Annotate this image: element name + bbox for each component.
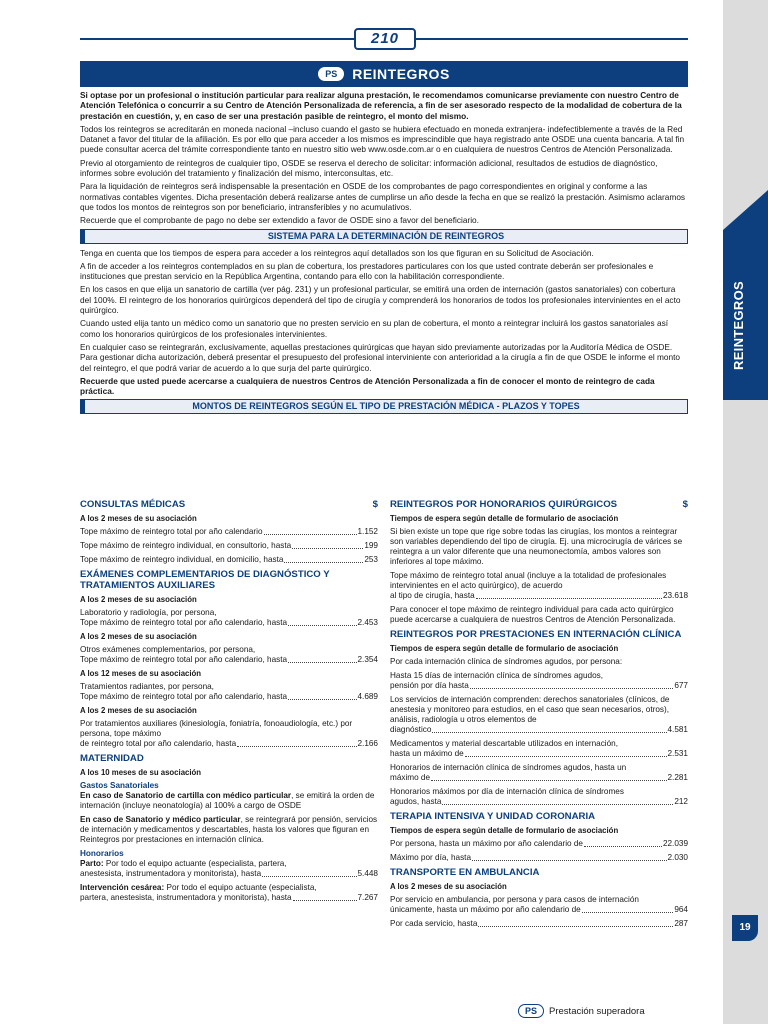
intro-paragraph: Para la liquidación de reintegros será indispensable la presentación en OSDE de los comprobantes de pago correspondientes en original y conforme a las normativas contables vigentes. Dicha presentación deberá realizarse antes de cumplirse un año desde la fecha en que se realizó la prestación. Asimismo aclaramos que todos los montos de reintegros son por beneficiario, intransferibles y no acumulativos.: [80, 181, 686, 212]
intro-paragraph: Previo al otorgamiento de reintegros de cualquier tipo, OSDE se reserva el derecho de solicitar: información adicional, resultados de estudios de diagnóstico, informes sobre evolución del tratamiento y finalización del mismo, interconsultas, etc.: [80, 157, 658, 179]
text-block: Por cada internación clínica de síndromes agudos, por persona:: [390, 657, 623, 666]
wait-label: A los 2 meses de su asociación: [390, 882, 507, 891]
list-item: Honorarios máximos por día de internación clínica de síndromes agudos, hasta 212: [390, 787, 688, 806]
list-item: Medicamentos y material descartable utilizados en internación, hasta un máximo de 2.531: [390, 739, 688, 758]
examenes-group: A los 12 meses de su asociación Tratamientos radiantes, por persona, Tope máximo de reintegro total por año calendario, hasta 4.689: [80, 669, 378, 701]
side-strip: [723, 0, 768, 1024]
main-header: [80, 61, 688, 87]
left-column: [80, 496, 378, 933]
list-item: Tope máximo de reintegro individual, en domicilio, hasta 253: [80, 555, 378, 564]
list-item: Por servicio en ambulancia, por persona y para casos de internación únicamente, hasta un máximo por año calendario de 964: [390, 895, 688, 914]
section-header-montos: MONTOS DE REINTEGROS SEGÚN EL TIPO DE PRESTACIÓN MÉDICA - PLAZOS Y TOPES: [80, 399, 688, 414]
list-item: Tope máximo de reintegro individual, en consultorio, hasta 199: [80, 541, 378, 550]
section-paragraph: En los casos en que elija un sanatorio de cartilla (ver pág. 231) y un profesional particular, se emitirá una orden de internación (gastos sanatoriales) con cobertura del 100%. El reintegro de los honorarios quirúrgicos dependerá del tipo de cirugía y comprenderá los honorarios de todos los profesionales intervinientes en el acto quirúrgico.: [80, 284, 681, 316]
internacion-heading: REINTEGROS POR PRESTACIONES EN INTERNACIÓN CLÍNICA: [390, 629, 682, 640]
list-item: Los servicios de internación comprenden: derechos sanatoriales (clínicos, de anestesia y monitoreo para estudios, en el caso que sean necesarios, otros), análisis, radiología u otros elementos de diagnóstico 4.581: [390, 695, 688, 734]
list-item: Por cada servicio, hasta 287: [390, 919, 688, 928]
right-column: [390, 496, 688, 933]
ps-footer-badge: PS: [518, 1004, 544, 1018]
footer-text: Prestación superadora: [549, 1005, 645, 1017]
section-header-sistema: SISTEMA PARA LA DETERMINACIÓN DE REINTEGROS: [80, 229, 688, 244]
list-item: Honorarios de internación clínica de síndromes agudos, hasta un máximo de 2.281: [390, 763, 688, 782]
consultas-heading: CONSULTAS MÉDICAS $: [80, 499, 378, 510]
side-tab-notch: [723, 190, 768, 230]
examenes-heading: EXÁMENES COMPLEMENTARIOS DE DIAGNÓSTICO Y TRATAMIENTOS AUXILIARES: [80, 569, 330, 591]
honorarios-title: Honorarios: [80, 849, 124, 858]
honorarios-item: Intervención cesárea: Por todo el equipo actuante (especialista, partera, anestesista, instrumentadora y monitorista), hasta 7.267: [80, 883, 378, 902]
side-tab-label: REINTEGROS: [731, 281, 746, 370]
section-paragraph: En cualquier caso se reintegrarán, exclusivamente, aquellas prestaciones quirúrgicas que hayan sido previamente autorizadas por la Auditoría Médica de OSDE. Para gestionar dicha autorización, deberá presentar el presupuesto del profesional interviniente con anterioridad a la cirugía a fin de que OSDE le informe el monto del reintegro, el que podrá variar de acuerdo a lo que surja del parte quirúrgico.: [80, 341, 681, 373]
honorarios-item: Parto: Por todo el equipo actuante (especialista, partera, anestesista, instrumentadora y monitorista), hasta 5.448: [80, 859, 378, 878]
intro-paragraph: Recuerde que el comprobante de pago no debe ser extendido a favor de OSDE sino a favor del beneficiario.: [80, 215, 479, 226]
wait-label: A los 2 meses de su asociación: [80, 514, 197, 523]
gastos-item: En caso de Sanatorio y médico particular, se reintegrará por pensión, servicios de internación y medicamentos y descartables, hasta los valores que figuran en Reintegros por prestaciones en internación clínica.: [80, 815, 378, 844]
terapia-heading: TERAPIA INTENSIVA Y UNIDAD CORONARIA: [390, 811, 596, 822]
ambulancia-heading: TRANSPORTE EN AMBULANCIA: [390, 867, 540, 878]
list-item: Hasta 15 días de internación clínica de síndromes agudos, pensión por día hasta 677: [390, 671, 688, 690]
intro-paragraph: Todos los reintegros se acreditarán en moneda nacional –incluso cuando el gasto se hubiera efectuado en moneda extranjera- indefectiblemente a través de la Red Datanet a favor del titular de la afiliación. Es por ello que para acceder a los mismos es imprescindible que haya registrado ante OSDE una cuenta bancaria. A tal fin puede consultar acerca del trámite correspondiente tanto en nuestro sitio web www.osde.com.ar o en cualquiera de nuestros Centros de Atención Personalizada.: [80, 123, 685, 155]
wait-label: Tiempos de espera según detalle de formulario de asociación: [390, 644, 619, 653]
list-item: Máximo por día, hasta 2.030: [390, 853, 688, 862]
examenes-group: A los 2 meses de su asociación Por tratamientos auxiliares (kinesiología, foniatría, fonoaudiología, etc.) por persona, tope máximo de reintegro total por año calendario, hasta 2.166: [80, 706, 378, 748]
quirurgicos-heading: REINTEGROS POR HONORARIOS QUIRÚRGICOS $: [390, 499, 688, 510]
page-tab-number: 19: [732, 915, 758, 941]
maternidad-heading: MATERNIDAD: [80, 753, 144, 764]
tables-area: [80, 496, 688, 933]
top-content: [80, 90, 688, 418]
gastos-title: Gastos Sanatoriales: [80, 781, 159, 790]
text-block: Si bien existe un tope que rige sobre todas las cirugías, los montos a reintegrar son variables dependiendo del tipo de cirugía. Ej. una microcirugía de várices se reintegra a un valor diferente que una neumonectomía, ambos valores son inferiores al tope máximo.: [390, 527, 683, 566]
wait-label: Tiempos de espera según detalle de formulario de asociación: [390, 826, 619, 835]
list-item: Por persona, hasta un máximo por año calendario de 22.039: [390, 839, 688, 848]
list-item: Tope máximo de reintegro total por año calendario 1.152: [80, 527, 378, 536]
gastos-item: En caso de Sanatorio de cartilla con médico particular, se emitirá la orden de internación (incluye neonatología) al 100% a cargo de OSDE: [80, 791, 375, 810]
section-paragraph: Cuando usted elija tanto un médico como un sanatorio que no presten servicio en su plan de cobertura, el monto a reintegrar incluirá los gastos sanatoriales así como los honorarios quirúrgicos de los profesionales intervinientes.: [80, 318, 669, 339]
examenes-group: A los 2 meses de su asociación Laboratorio y radiología, por persona, Tope máximo de reintegro total por año calendario, hasta 2.453: [80, 595, 378, 627]
list-item: Tope máximo de reintegro total anual (incluye a la totalidad de profesionales intervinientes en el acto quirúrgico), de acuerdo al tipo de cirugía, hasta 23.618: [390, 571, 688, 600]
ps-badge: PS: [318, 67, 344, 81]
section-paragraph: Tenga en cuenta que los tiempos de espera para acceder a los reintegros aquí detallados son los que figuran en su Solicitud de Asociación.: [80, 247, 594, 258]
footer-legend: [518, 1004, 645, 1018]
page-title: REINTEGROS: [352, 66, 450, 82]
section-paragraph: A fin de acceder a los reintegros contemplados en su plan de cobertura, los prestadores particulares con los que usted contrate deberán ser profesionales e instituciones que prestan servicio en la República Argentina, contando para ello con la habilitación correspondiente.: [80, 260, 654, 282]
wait-label: A los 10 meses de su asociación: [80, 768, 202, 777]
intro-paragraph: Si optase por un profesional o institución particular para realizar alguna prestación, le recomendamos comunicarse previamente con nuestro Centro de Atención Telefónica o concurrir a su Centro de Atención Personalizada de referencia, a fin de ser asesorado respecto de la modalidad de cobertura de la prestación en cuestión, y, en caso de ser una prestación pasible de reintegro, el monto del mismo.: [80, 90, 682, 121]
section-paragraph: Recuerde que usted puede acercarse a cualquiera de nuestros Centros de Atención Personalizada a fin de conocer el monto de reintegro de cada práctica.: [80, 375, 655, 397]
page-number: 210: [354, 28, 416, 50]
examenes-group: A los 2 meses de su asociación Otros exámenes complementarios, por persona, Tope máximo de reintegro total por año calendario, hasta 2.354: [80, 632, 378, 664]
text-block: Para conocer el tope máximo de reintegro individual para cada acto quirúrgico puede acercarse a cualquiera de nuestros Centros de Atención Personalizada.: [390, 605, 676, 624]
wait-label: Tiempos de espera según detalle de formulario de asociación: [390, 514, 619, 523]
